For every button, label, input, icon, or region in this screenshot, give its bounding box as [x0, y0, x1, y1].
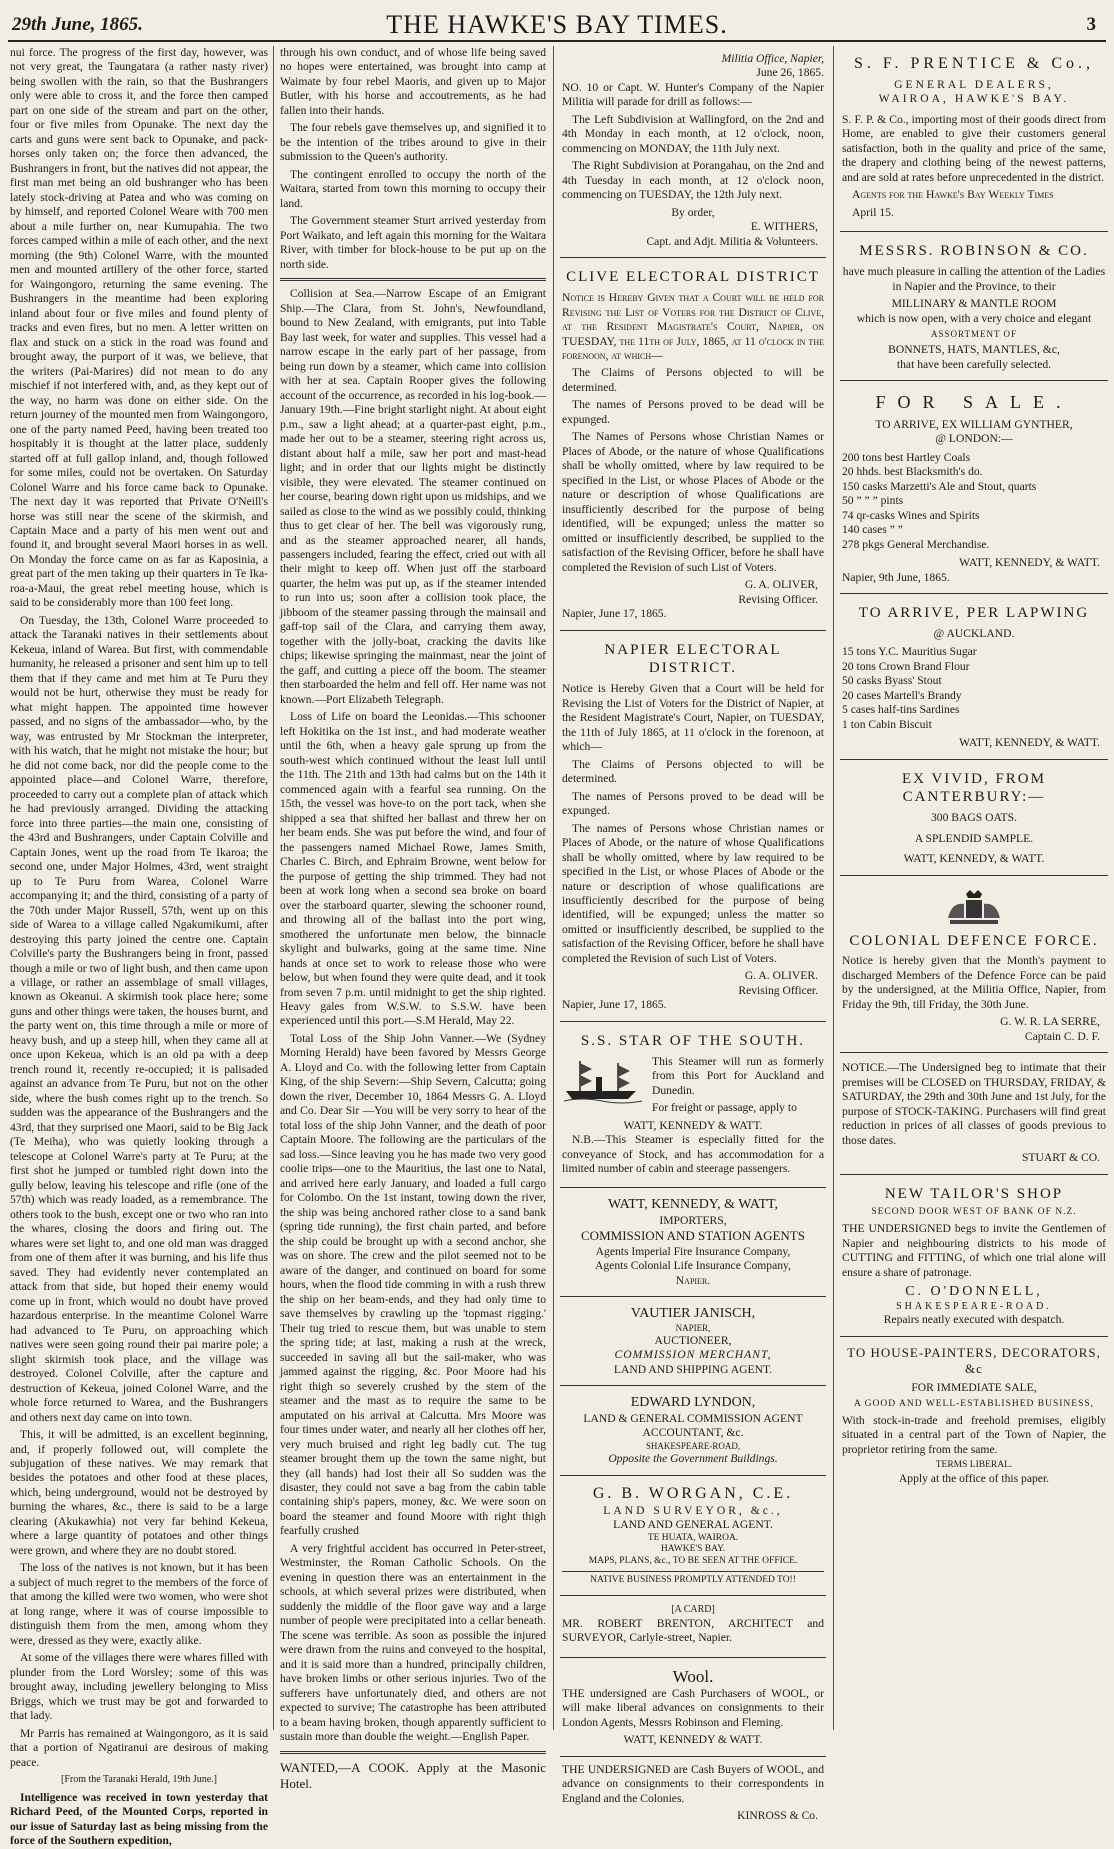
ad-line: HAWKE'S BAY. — [660, 1544, 726, 1555]
notice-text: NOTICE.—The Undersigned beg to intimate that their premises will be CLOSED on THURSDAY, FRIDAY, & SATURDAY, the 29th and 30th June and 1st July, for the purpose of STOCK-TAKING. Purchasers will find great reduction in prices of all classes of goods previous to those dates. — [842, 1061, 1106, 1147]
article-paragraph: The contingent enrolled to occupy the north of the Waitara, started from town this morning to occupy their land. — [280, 167, 546, 210]
newspaper-title: THE HAWKE'S BAY TIMES. — [386, 10, 728, 39]
ad-line: Agents Colonial Life Insurance Company, — [595, 1259, 791, 1273]
list-item: 278 pkgs General Merchandise. — [842, 537, 990, 551]
list-item: 15 tons Y.C. Mauritius Sugar — [842, 645, 977, 659]
notice-heading: NAPIER ELECTORAL DISTRICT. — [604, 641, 782, 677]
ad-line: TERMS LIBERAL. — [935, 1460, 1013, 1471]
clive-electoral-notice — [560, 260, 826, 630]
ad-line: COMMISSION MERCHANT, — [614, 1348, 772, 1362]
notice-text: The Right Subdivision at Porangahau, on the 2nd and 4th Tuesday in each month, at 12 o'clock noon, commencing on TUESDAY, the 12th July next. — [562, 159, 824, 202]
edward-lyndon-ad — [560, 1388, 826, 1475]
notice-text: The names of Persons whose Christian names or Places of Abode, or the nature of whose Qualifications shall be wholly omitted, where by law required to be specified in the List, or whose Places of Abode or the nature or description of whose qualifications are insufficiently described for the purpose of being identified, will be expunged; unless the matter so omitted or insufficiently described, be supplied to the satisfaction of the Revising Officer, before he shall have completed the Revision of such List of Voters. — [562, 821, 824, 965]
ad-heading: TO ARRIVE, PER LAPWING — [858, 605, 1090, 622]
ad-text: With stock-in-trade and freehold premises, eligibly situated in a central part of the Town of Napier, the proprietor retiring from the same. — [842, 1413, 1106, 1456]
ad-line: SHAKESPEARE-ROAD. — [896, 1300, 1052, 1312]
list-item: 1 ton Cabin Biscuit — [842, 717, 932, 731]
column-rule — [273, 46, 274, 1730]
ad-line: @ AUCKLAND. — [933, 626, 1015, 640]
notice-text: NO. 10 or Capt. W. Hunter's Company of the Napier Militia will parade for drill as follows:— — [562, 80, 824, 109]
ad-line: SHAKESPEARE-ROAD, — [645, 1440, 741, 1451]
news-item: Loss of Life on board the Leonidas.—This schooner left Hokitika on the 1st inst., and had moderate weather until the 6th, when a heavy gale sprung up from the south-west which continued without the least lull until the 11th. The 21th and 13th had calms but on the 14th it commenced again with a fearful sea running. On the 15th, the vessel was hove-to on the port tack, when she shipped a sea that shifted her ballast and threw her on her beam ends. She was put before the wind, and four of the passengers named Michael Rowe, James Smith, Charles C. Birch, and Ephraim Browne, went below for the purpose of getting the ship trimmed. They had not been at work long when a second sea broke on board over the starboard quarter, slewing the schooner round, and throwing all of the ballast into the port wing, smothered the unfortunate men below, the binnacle skylight and bulwarks, going at the same time. Nine hands at once set to work to release those who were below, but when found they were quite dead, and it took from seven 7 p.m. until midnight to get the ship righted. Heavy gales from W.S.W. to S.S.W. have been experienced until this port.—S.M Herald, May 22. — [280, 710, 546, 1028]
article-credit: [From the Taranaki Herald, 19th June.] — [60, 1774, 217, 1786]
notice-heading: COLONIAL DEFENCE FORCE. — [849, 932, 1099, 949]
notice-signature-title: Revising Officer. — [738, 592, 818, 606]
ad-heading: FOR SALE. — [875, 392, 1073, 413]
colonial-defence-notice — [840, 878, 1108, 1054]
ad-line: ASSORTMENT OF — [930, 329, 1018, 340]
wanted-ad: WANTED,—A COOK. Apply at the Masonic Hotel. — [280, 1759, 546, 1791]
ad-line: LAND & GENERAL COMMISSION AGENT — [583, 1411, 803, 1425]
ad-line: Apply at the office of this paper. — [898, 1471, 1050, 1485]
ad-line: COMMISSION AND STATION AGENTS — [581, 1228, 805, 1244]
masthead — [0, 0, 1114, 44]
notice-date: Napier, June 17, 1865. — [562, 998, 667, 1012]
ad-text: THE undersigned are Cash Purchasers of WOOL, or will make liberal advances on consignments to their London Agents, Messrs Robinson and Fleming. — [562, 1686, 824, 1729]
steamship-icon — [562, 1057, 644, 1103]
article-paragraph: Intelligence was received in town yesterday that Richard Peed, of the Mounted Corps, reported in our issue of Saturday last as being missing from the force of the Southern expedition, — [10, 1790, 268, 1848]
ad-heading: EX VIVID, FROM CANTERBURY:— — [902, 770, 1046, 806]
article-paragraph: The Government steamer Sturt arrived yesterday from Port Waikato, and left again this morning for the Waitara River, with timber for block-house to be put up on the north side. — [280, 214, 546, 271]
steamer-ad — [560, 1024, 826, 1189]
ad-signature: WATT, KENNEDY, & WATT. — [959, 736, 1100, 750]
ad-text: THE UNDERSIGNED begs to invite the Gentlemen of Napier and neighbouring districts to his mode of CUTTING and FITTING, of which one trial alone will ensure a share of patronage. — [842, 1222, 1106, 1279]
ad-heading: WATT, KENNEDY, & WATT, — [607, 1197, 779, 1213]
ad-signature: WATT, KENNEDY, & WATT. — [903, 852, 1045, 866]
notice-text: The names of Persons proved to be dead will be expunged. — [562, 789, 824, 818]
column-4 — [840, 46, 1108, 1730]
ad-heading: S.S. STAR OF THE SOUTH. — [580, 1032, 806, 1049]
ad-line: AUCTIONEER, — [654, 1333, 732, 1347]
column-3 — [560, 46, 826, 1823]
ad-heading: Wool. — [672, 1666, 714, 1686]
notice-signature-title: Capt. and Adjt. Militia & Volunteers. — [646, 234, 818, 248]
notice-signature: E. WITHERS, — [750, 220, 818, 234]
ad-date: April 15. — [852, 205, 894, 219]
article-paragraph: nui force. The progress of the first day, however, was not very great, the Taungatara (a rather nasty river) being swollen with the rain, so that the Bushrangers only were able to cross it, and the force then camped part on one side of the stream and part on the other, four or five miles from Opunake. The next day the carts and guns were sent back to Opunake, and pack-horses only taken on; the force then advanced, the Bushrangers in front, but the natives did not appear, the first man met being an old bushranger who has been lately stock-driving at Patea and who was coming on by himself, and reported Colonel Weare with 700 men about a mile further on, near Kumupahia. The two forces camped within a mile of each other, and the next morning (the 9th) Colonel Warre, with the mounted men and mounted artillery of the other force, started for Waingongoro, returning the same evening. The Bushrangers in the meantime had been exploring inland about four or five miles and found plenty of tracks and even fires, but no men. A letter written on flax and stuck on a stick in the road was found and brought away, the purport of it was, we believe, that the writers (Pai-Marires) did not mean to do any mischief if not interfered with, and, as they kept out of the way, no harm was done on either side. On the return journey of the mounted men from Waingongoro, one of the party named Peed, having been treated too hospitably it is thought at the latter place, suddenly started off at full gallop inland, and, though followed for some miles, could not be overtaken. On Saturday Colonel Warre and his force came back to Opunake. The next day it was reported that Private O'Neill's horse was still near the scene of the skirmish, and Captain Mace and a party of his men went out and found it, and brought several Maori horses in as well. On Monday the force came on as far as Kaposinia, a great part of the men taking up their quarters in Te Ika-roa-a-Maui, the great rebel meeting house, which is said to be considerably more than 100 feet long. — [10, 46, 268, 610]
notice-text: The Names of Persons whose Christian Names or Places of Abode, or the nature of whose Qualifications shall be wholly omitted, where by law required to be specified in the List, or whose Places of Abode or the nature or description of whose Qualifications are insufficiently described for the purpose of being identified, will be expunged; unless the matter so omitted or insufficiently described, be supplied to the satisfaction of the Revising Officer, before he shall have completed the Revision of such List of Voters. — [562, 430, 824, 574]
article-paragraph: This, it will be admitted, is an excellent beginning, and, if properly followed out, will complete the subjugation of these natives. We may remark that besides the potatoes and other food at these places, which, being underground, would not be destroyed by burning the whares, &c., there is said to be a large clearing (Akukawhia) not very far behind Kekeua, where a large quantity of potatoes and other things were grown, and where they are no doubt stored. — [10, 1428, 268, 1557]
lapwing-ad — [840, 596, 1108, 760]
ad-signature: WATT, KENNEDY, & WATT. — [959, 556, 1100, 570]
notice-heading: CLIVE ELECTORAL DISTRICT — [566, 269, 820, 286]
notice-signature-title: Captain C. D. F. — [1024, 1029, 1100, 1043]
article-paragraph: The four rebels gave themselves up, and signified it to be the intention of the tribes around to give in their submission to the Queen's authority. — [280, 121, 546, 164]
notice-signature: STUART & CO. — [1021, 1151, 1100, 1165]
napier-electoral-notice — [560, 633, 826, 1022]
ad-line: WAIROA, HAWKE'S BAY. — [878, 92, 1070, 106]
stuart-notice — [840, 1055, 1108, 1174]
news-item: Total Loss of the Ship John Vanner.—We (Sydney Morning Herald) have been favored by Messrs George A. Lloyd and Co. with the following letter from Captain King, of the ship Severn:—Ship Severn, Calcutta; going down the river, December 10, 1864 Messrs G. A. Lloyd and Co. Dear Sir —You will be very sorry to hear of the total loss of the ship John Vanner, and the death of poor Captain Moore. The following are the particulars of the sad loss.—Since leaving you he has made two very good coolie trips—one to the Mauritius, the last one to Natal, and arrived here early January, and loaded a full cargo for Colombo. On the 1st instant, towing down the river, the ship was being anchored rather close to a sand bank (spring tide running), the first chain parted, and before the ship could be brought up with a second anchor, she was on shore. The crew and the pilot seemed not to be aware of the danger, and continued on board for some hours, when the flood tide comming in with a rush threw the ship on her beam-ends, and they had only time to save themselves by crawling up the 'topmast rigging.' Their tug tried to rescue them, but was unable to stem the spring tide; at last, making a rush at the wreck, succeeded in saving all but the sail-maker, who was jammed against the rigging, &c. Poor Moore had his right thigh so severely crushed by the stem of the steamer and the mast as to require the same to be amputated on his arrival at Calcutta. Mrs Moore was four times under water, and nearly all her clothes off her, very much bruised and right leg badly cut. The tug steamer brought them up the town the same night, but they (all hands) had lost their all So sudden was the disaster, they could not save a bag from the cabin table containing ship's papers, money, &c. We were soon on board the steamer and found Moore with right thigh fearfully crushed — [280, 1031, 546, 1538]
ad-line: TO ARRIVE, EX WILLIAM GYNTHER, — [875, 417, 1073, 431]
ad-line: SECOND DOOR WEST OF BANK OF N.Z. — [871, 1207, 1077, 1218]
ad-heading: [A CARD] — [671, 1604, 715, 1616]
list-item: 20 tons Crown Brand Flour — [842, 659, 970, 673]
column-rule — [553, 46, 554, 1730]
ad-text: Agents for the Hawke's Bay Weekly Times — [852, 188, 1054, 202]
notice-signature: G. A. OLIVER, — [744, 578, 818, 592]
tailor-ad — [840, 1177, 1108, 1337]
ad-line: BONNETS, HATS, MANTLES, &c, — [888, 343, 1060, 357]
ad-line: A SPLENDID SAMPLE. — [914, 831, 1034, 845]
ad-line: which is now open, with a very choice and elegant — [856, 311, 1092, 325]
house-painters-ad — [840, 1339, 1108, 1491]
ad-text: MR. ROBERT BRENTON, ARCHITECT and SURVEYOR, Carlyle-street, Napier. — [562, 1616, 824, 1645]
ad-line: that have been carefully selected. — [896, 357, 1052, 371]
article-paragraph: Mr Parris has remained at Waingongoro, as it is said that a portion of Ngatiranui are desirous of making peace. — [10, 1726, 268, 1769]
notice-signoff: By order, — [671, 205, 715, 219]
section-divider — [280, 1751, 546, 1754]
ad-line: LAND AND GENERAL AGENT. — [613, 1518, 773, 1532]
ad-line: Repairs neatly executed with despatch. — [883, 1313, 1065, 1327]
ad-text: have much pleasure in calling the attention of the Ladies in Napier and the Province, to their — [842, 265, 1106, 293]
ad-heading: TO HOUSE-PAINTERS, DECORATORS, &c — [847, 1344, 1101, 1377]
ad-line: GENERAL DEALERS, — [894, 78, 1054, 91]
ad-line: FOR IMMEDIATE SALE, — [911, 1381, 1037, 1395]
royal-crest-icon — [942, 888, 1006, 928]
notice-signature: G. A. OLIVER. — [744, 969, 818, 983]
ad-line: A GOOD AND WELL-ESTABLISHED BUSINESS, — [853, 1398, 1095, 1409]
ad-heading: S. F. PRENTICE & Co., — [853, 55, 1095, 72]
ad-text: This Steamer will run as formerly from this Port for Auckland and Dunedin. — [652, 1054, 824, 1097]
notice-dateline: Militia Office, Napier, — [721, 52, 824, 65]
list-item: 20 hhds. best Blacksmith's do. — [842, 465, 983, 479]
ad-line: Napier. — [675, 1273, 711, 1287]
article-paragraph: The loss of the natives is not known, but it has been a subject of much regret to the members of the force of that among the killed were two women, who were shot at long range, where it was of course impossible to distinguish them from the men, among whom they were, dressed as they were, exactly alike. — [10, 1561, 268, 1647]
column-rule — [833, 46, 834, 1730]
ad-signature: KINROSS & Co. — [737, 1809, 818, 1823]
list-item: 20 cases Martell's Brandy — [842, 688, 962, 702]
ad-text: S. F. P. & Co., importing most of their goods direct from Home, are enabled to give their customers general satisfaction, both in the quality and price of the same, the drapery and clothing being of the newest patterns, and are sold at rates before unprecedented in the district. — [842, 112, 1106, 184]
ad-line: MILLINARY & MANTLE ROOM — [891, 297, 1057, 311]
robinson-ad — [840, 234, 1108, 381]
militia-notice — [560, 46, 826, 258]
ad-heading: G. B. WORGAN, C.E. — [592, 1484, 794, 1502]
ad-text: N.B.—This Steamer is especially fitted for the conveyance of Stock, and has accommodation for a limited number of cabin and steerage passengers. — [562, 1133, 824, 1175]
ad-line: Agents Imperial Fire Insurance Company, — [595, 1244, 791, 1258]
article-paragraph: At some of the villages there were whares filled with plunder from the Lord Worsley; some of this was brought away, including jewellery belonging to Miss Briggs, which we trust may be got and forwarded to that lady. — [10, 1651, 268, 1723]
ad-heading: EDWARD LYNDON, — [630, 1395, 756, 1411]
vautier-janisch-ad — [560, 1299, 826, 1386]
ad-signature: WATT, KENNEDY & WATT. — [623, 1118, 763, 1132]
list-item: 50 casks Byass' Stout — [842, 674, 942, 688]
for-sale-ad — [840, 383, 1108, 594]
ad-line: IMPORTERS, — [659, 1213, 727, 1227]
ad-line: 300 BAGS OATS. — [930, 811, 1017, 825]
page-number: 3 — [1086, 14, 1096, 35]
notice-signature: G. W. R. LA SERRE, — [1000, 1015, 1100, 1029]
notice-text: Notice is Hereby Given that a Court will be held for Revising the List of Voters for the District of Napier, at the Resident Magistrate's Court, Napier, on TUESDAY, the 11th of July 1865, at 11 o'clock in the forenoon, at which— — [562, 682, 824, 754]
ad-line: MAPS, PLANS, &c., TO BE SEEN AT THE OFFICE. — [588, 1556, 798, 1567]
list-item: 74 qr-casks Wines and Spirits — [842, 508, 980, 522]
notice-text: The names of Persons proved to be dead will be expunged. — [562, 398, 824, 426]
ad-line: LAND SURVEYOR, &c., — [603, 1503, 783, 1517]
notice-date: Napier, June 17, 1865. — [562, 607, 667, 621]
ad-line: LAND AND SHIPPING AGENT. — [613, 1362, 773, 1376]
notice-text: Notice is hereby given that the Month's payment to discharged Members of the Defence Force can be paid by the undersigned, at the Militia Office, Napier, from Friday the 9th, till Friday, the 30th June. — [842, 954, 1106, 1011]
list-item: 200 tons best Hartley Coals — [842, 450, 971, 464]
notice-signature-title: Revising Officer. — [738, 983, 818, 997]
ad-line: NAPIER, — [675, 1322, 711, 1333]
news-item: A very frightful accident has occurred in Peter-street, Westminster, the Roman Catholic Schools. On the evening in question there was an entertainment in the schools, at which several prizes were distributed, when suddenly the middle of the floor gave way and a large number of people were precipitated into a cellar beneath. The scene was terrible. As soon as possible the injured were drawn from the ruins and conveyed to the hospital, and it is said more than a hundred, principally children, have broken limbs or other serious injuries. Two of the sufferers have unfortunately died, and others are not expected to survive; The catastrophe has been attributed to a beam having broken, though apparently sufficient to sustain more than double the weight.—English Paper. — [280, 1541, 546, 1744]
worgan-ad — [560, 1478, 826, 1596]
ad-line: C. O'DONNELL, — [905, 1284, 1043, 1300]
ad-line: ACCOUNTANT, &c. — [642, 1426, 744, 1440]
masthead-rule — [8, 40, 1106, 42]
notice-text: The Claims of Persons objected to will be determined. — [562, 366, 824, 394]
article-paragraph: through his own conduct, and of whose life being saved no hopes were entertained, was brought into camp at Waimate by four rebel Maoris, and given up to Major Butler, with his horse and accoutrements, as he had fallen into their hands. — [280, 46, 546, 117]
ad-text: THE UNDERSIGNED are Cash Buyers of WOOL, and advance on consignments to their correspondents in England and the Colonies. — [562, 1762, 824, 1805]
notice-text: Notice is Hereby Given that a Court will be held for Revising the List of Voters for the District of Clive, at the Resident Magistrate's Court, Napier, on TUESDAY, the 11th of July, 1865, at 11 o'clock in the forenoon, at which— — [562, 291, 824, 362]
brenton-card — [560, 1598, 826, 1657]
watt-kennedy-ad — [560, 1190, 826, 1297]
ad-signature: WATT, KENNEDY & WATT. — [623, 1733, 763, 1747]
prentice-ad — [840, 46, 1108, 232]
cargo-list — [842, 645, 1106, 732]
section-divider — [280, 278, 546, 281]
news-item: Collision at Sea.—Narrow Escape of an Emigrant Ship.—The Clara, from St. John's, Newfoundland, bound to New Zealand, with emigrants, put into Table Bay last week, for water and supplies. This vessel had a narrow escape in the early part of her passage, from being run down by a steamer, which came into collision with her at sea. Captain Rooper gives the following account of the occurrence, as recorded in his log-book.—January 19th.—Fine bright starlight night. At about eight p.m., saw a light ahead; at a quarter-past eight, p.m., made her out to be a steamer, steering right across us, distant about half a mile, saw her port and mast-head light; and in order that our lights might be distinctly visible, they were elevated. The steamer continued on her course, bearing down right upon us midships, and we sailed as close to the wind as we possibly could, thinking thus to get clear of her. The bell was vigorously rung, and as the steamer approached nearer, all hands, passengers included, fearing the effect, cried out with all their might to keep off. When just off the starboard quarter, the helm was put up, as if the steamer intended to run into us; soon after a collision took place, the jibboom of the steamer passing through the mainsail and gaff-top sail of the Clara, and carrying them away, together with the jolly-boat, cracking the davits like chips; likewise springing the mainmast, near the joint of the gaff, and cutting a piece off the boom. The steamer then starboarded the helm and fell off. Her name was not known.—Port Elizabeth Telegraph. — [280, 287, 546, 706]
article-paragraph: On Tuesday, the 13th, Colonel Warre proceeded to attack the Taranaki natives in their settlements about Kekeua, inland of Warea. But first, with commendable humanity, he released a prisoner and sent him up to tell them that if they came and met him at Te Puru they would not be hurt, otherwise they must be ready for what might happen. The appointed time however passed, and no signs of the ambassador—who, by the way, was entrusted by Mr Stockman the interpreter, with his watch, that he might not mistake the hour; but he did not come back, nor did the people come to the appointed place—and Colonel Warre, therefore, proceeded to carry out a complete plan of attack which he had previously arranged. Dividing the attacking force into three parties—the main one, consisting of the 43rd and Bushrangers, under Captain Colville and Captain Jones, went up the road from Te Ikaroa; the second one, under Major Holmes, 43rd, went straight up to Te Puru from Warea, Colonel Warre accompanying it; and the third, consisting of a party of the 70th under Major Russell, 57th, went up on this side of Warea to a village called Ngakumikumi, after destroying this party joined the centre one. Captain Colville's party the Bushrangers being in front, passed though a mile or two of light bush, and then came upon a village, or rather an assemblage of small villages, known as Okeanui. A skirmish took place here; some guns and other things were taken, the houses burnt, and the party went on, this time through a mile or more of heavy bush, and up a steep hill, when they came all at once upon Kekeua, which is an old pa with a deep trench round it, recently re-occupied; it is palisaded against an advance from Te Puru, but not on the other side, where the bush comes right up to the trench. So sudden was the appearance of the Bushrangers and the 43rd, that they surprised one Maori, said to be Big Jack (Te Meiha), who was quietly looking through a telescope at Colonel Warre's party at Te Puru; at the first shot he jumped or tumbled right down into the gully below, leaving his telescope and rifle (one of the 57th) which was ready loaded, as a remembrance. The others took to the bush, except one or two who ran into the whares, closing the doors and firing out. The whares were set light to, and one old man was dragged from one of them after it was burning, and his life thus saved. They had evidently never contemplated an attack from that side, but hoped their enemy would come up in front, which would no doubt have proved hazardous enterprise. In the meantime Colonel Warre had advanced to Te Puru, on approaching which natives were seen going round their pai marire pole; a slight skirmish took place, and the village was destroyed. Colonel Colville, after the capture and destruction of Kekeua, joined Colonel Warre, and the whole force returned to Warea, and the Bushrangers and others next day came on into town. — [10, 613, 268, 1424]
column-1 — [10, 46, 268, 1848]
list-item: 50 ” ” ” pints — [842, 494, 904, 508]
sale-item-list — [842, 451, 1106, 552]
ad-line: @ LONDON:— — [935, 432, 1013, 446]
notice-date: June 26, 1865. — [756, 66, 824, 80]
list-item: 140 cases ” ” — [842, 523, 903, 537]
issue-date: 29th June, 1865. — [12, 14, 143, 35]
wool-buyers-ad — [560, 1759, 826, 1828]
ad-line: Opposite the Government Buildings. — [608, 1452, 778, 1466]
ad-heading: NEW TAILOR'S SHOP — [884, 1185, 1064, 1202]
ad-line: NATIVE BUSINESS PROMPTLY ATTENDED TO!! — [562, 1571, 824, 1587]
column-2 — [280, 46, 546, 1791]
wool-ad — [560, 1660, 826, 1757]
ad-line: TE HUATA, WAIROA. — [647, 1532, 739, 1543]
notice-text: The Claims of Persons objected to will be determined. — [562, 757, 824, 786]
list-item: 5 cases half-tins Sardines — [842, 703, 960, 717]
ad-heading: VAUTIER JANISCH, — [630, 1306, 756, 1322]
vivid-ad — [840, 762, 1108, 876]
ad-date: Napier, 9th June, 1865. — [842, 570, 950, 584]
ad-heading: MESSRS. ROBINSON & CO. — [859, 243, 1089, 260]
ad-text: For freight or passage, apply to — [652, 1101, 797, 1115]
notice-text: The Left Subdivision at Wallingford, on the 2nd and 4th Monday in each month, at 12 o'clock, noon, commencing on MONDAY, the 11th July next. — [562, 112, 824, 155]
list-item: 150 casks Marzetti's Ale and Stout, quarts — [842, 479, 1037, 493]
